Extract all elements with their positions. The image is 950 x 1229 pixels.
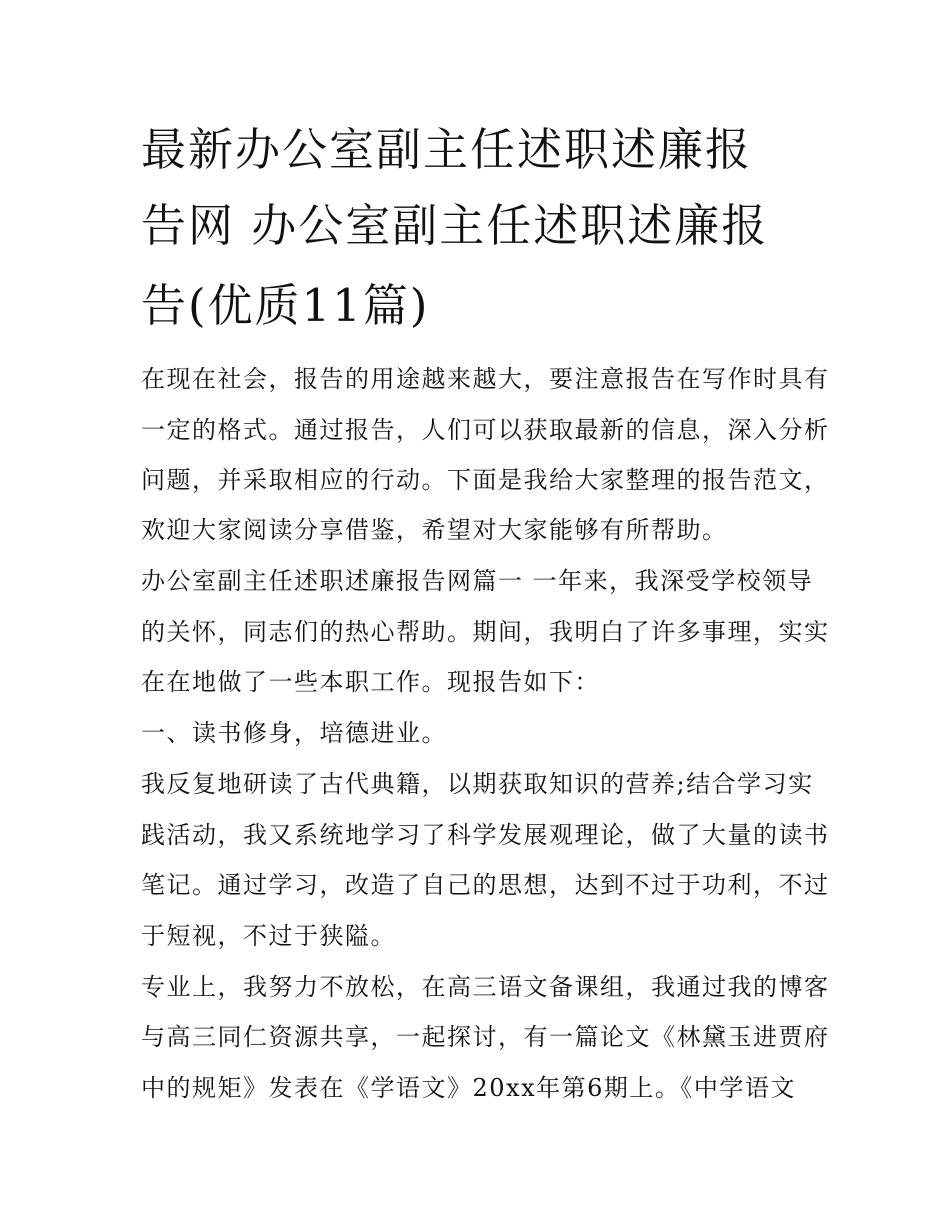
section-heading: 一、读书修身，培德进业。 — [141, 719, 447, 747]
paragraph-line: 的关怀，同志们的热心帮助。期间，我明白了许多事理，实实 — [141, 618, 830, 646]
paragraph-line: 专业上，我努力不放松，在高三语文备课组，我通过我的博客 — [141, 973, 830, 1001]
paragraph-line: 中的规矩》发表在《学语文》20xx年第6期上。《中学语文 — [141, 1074, 796, 1102]
paragraph-line: 于短视，不过于狭隘。 — [141, 922, 396, 950]
document-title-line-3: 告(优质11篇) — [141, 279, 430, 332]
paragraph-line: 与高三同仁资源共享，一起探讨，有一篇论文《林黛玉进贾府 — [141, 1023, 830, 1051]
document-title-line-2: 告网 办公室副主任述职述廉报 — [141, 199, 769, 252]
paragraph-line: 一定的格式。通过报告，人们可以获取最新的信息，深入分析 — [141, 416, 830, 444]
paragraph-line: 问题，并采取相应的行动。下面是我给大家整理的报告范文， — [141, 466, 830, 494]
paragraph-line: 在现在社会，报告的用途越来越大，要注意报告在写作时具有 — [141, 365, 830, 393]
paragraph-line: 办公室副主任述职述廉报告网篇一 一年来，我深受学校领导 — [141, 567, 814, 595]
paragraph-line: 践活动，我又系统地学习了科学发展观理论，做了大量的读书 — [141, 821, 830, 849]
document-title-line-1: 最新办公室副主任述职述廉报 — [141, 123, 753, 176]
paragraph-line: 在在地做了一些本职工作。现报告如下： — [141, 668, 600, 696]
paragraph-line: 欢迎大家阅读分享借鉴，希望对大家能够有所帮助。 — [141, 516, 728, 544]
paragraph-line: 笔记。通过学习，改造了自己的思想，达到不过于功利，不过 — [141, 871, 830, 899]
paragraph-line: 我反复地研读了古代典籍，以期获取知识的营养;结合学习实 — [141, 770, 814, 798]
